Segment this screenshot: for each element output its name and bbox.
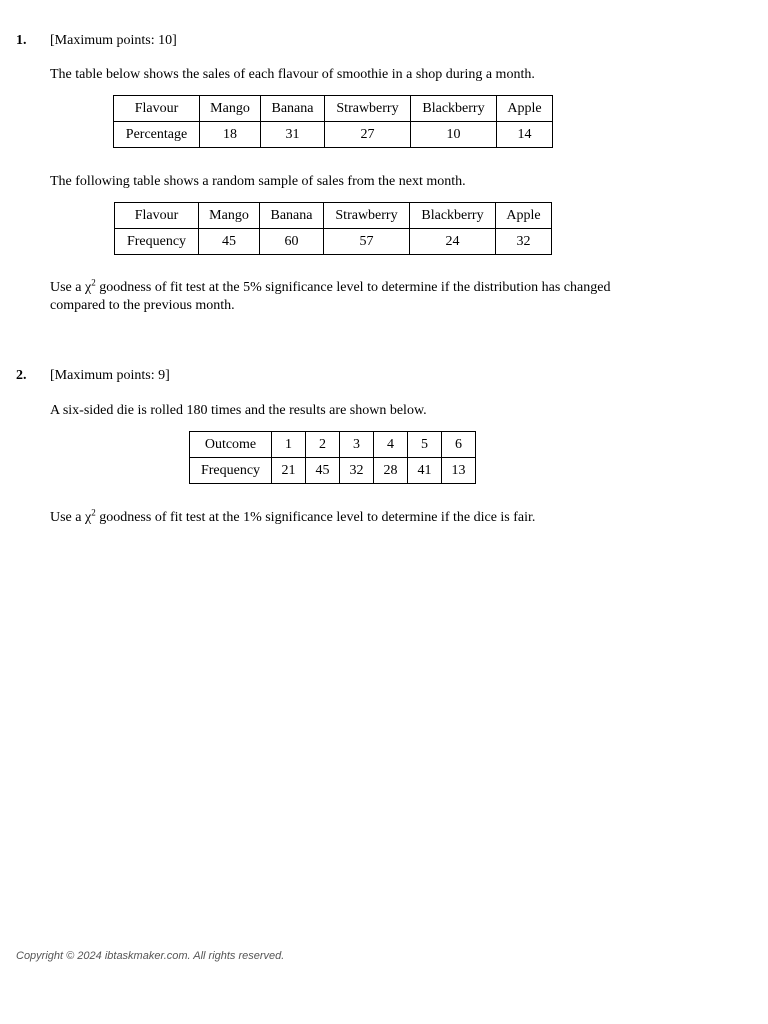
table-cell: Flavour [114,96,200,122]
table-cell: 14 [497,122,553,148]
table-cell: Mango [200,96,261,122]
chi-squared-superscript: 2 [91,507,96,518]
table-cell: Strawberry [324,203,410,229]
table-cell: 3 [340,432,374,458]
table-row [115,229,552,255]
table-cell: 32 [496,229,552,255]
table-cell: Percentage [114,122,200,148]
task-text-start: Use a χ [50,280,92,295]
die-outcome-table [189,431,476,484]
table-cell: 32 [340,458,374,484]
table-cell: Outcome [190,432,272,458]
table-row [190,432,476,458]
table-cell: 24 [410,229,496,255]
table-cell: Frequency [190,458,272,484]
table-cell: 1 [272,432,306,458]
table-cell: 45 [199,229,260,255]
chi-squared-superscript: 2 [91,277,96,288]
table-cell: 21 [272,458,306,484]
table-cell: 28 [374,458,408,484]
task-text-end: goodness of fit test at the 5% significance level to determine if the distribution has changed compared to the previous month. [50,280,611,313]
table-cell: 45 [306,458,340,484]
table-cell: 13 [442,458,476,484]
table-cell: 4 [374,432,408,458]
table-cell: 18 [200,122,261,148]
table-cell: 60 [260,229,324,255]
sample-frequency-table [114,202,552,255]
table-cell: 2 [306,432,340,458]
question-marks: [Maximum points: 10] [50,33,177,48]
question-intro: A six-sided die is rolled 180 times and the results are shown below. [50,403,427,418]
table-cell: Blackberry [410,203,496,229]
copyright-footer: Copyright © 2024 ibtaskmaker.com. All rights reserved. [16,950,285,962]
table-cell: Mango [199,203,260,229]
table-cell: 10 [411,122,497,148]
question-number: 1. [16,33,27,48]
task-text-end: goodness of fit test at the 1% significance level to determine if the dice is fair. [95,510,536,525]
table-cell: 57 [324,229,410,255]
question-intro: The table below shows the sales of each flavour of smoothie in a shop during a month. [50,67,535,82]
table-cell: Flavour [115,203,199,229]
table-cell: Banana [260,203,324,229]
question-task [50,509,630,527]
question-marks: [Maximum points: 9] [50,368,170,383]
table-row [190,458,476,484]
sales-percentage-table [113,95,553,148]
table-cell: 27 [325,122,411,148]
table-row [115,203,552,229]
table-cell: 41 [408,458,442,484]
task-text-start: Use a χ [50,510,92,525]
question-task [50,279,630,315]
table-cell: Frequency [115,229,199,255]
table-cell: Apple [497,96,553,122]
table-cell: Blackberry [411,96,497,122]
table-cell: Banana [261,96,325,122]
table-cell: 31 [261,122,325,148]
table-row [114,96,553,122]
table-cell: Strawberry [325,96,411,122]
table-cell: 6 [442,432,476,458]
table-cell: Apple [496,203,552,229]
question-number: 2. [16,368,27,383]
question-mid-text: The following table shows a random sample of sales from the next month. [50,174,466,189]
table-cell: 5 [408,432,442,458]
table-row [114,122,553,148]
